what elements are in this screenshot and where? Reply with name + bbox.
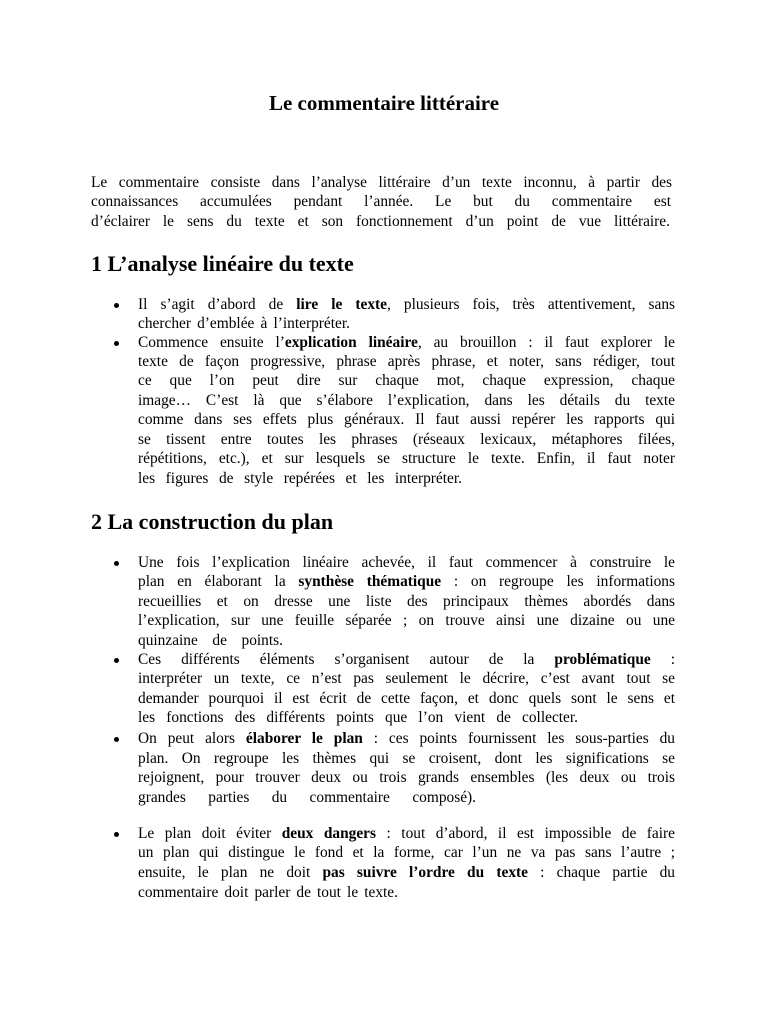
text-run: , au brouillon : il faut explorer le	[417, 334, 676, 351]
text-run: ensuite, le plan ne doit	[138, 864, 323, 881]
text-run: Il s’agit d’abord de	[138, 296, 297, 313]
text-run: l’explication, sur une feuille séparée ; on trouve ainsi une dizaine ou une	[138, 612, 675, 629]
intro-line	[91, 192, 671, 212]
text-run: Le plan doit éviter	[138, 825, 282, 842]
text-run: ce que l’on peut dire sur chaque mot, chaque expression, chaque	[138, 372, 675, 389]
page-title: Le commentaire littéraire	[268, 91, 500, 115]
bold-phrase: élaborer le plan	[245, 730, 363, 747]
bullet-line	[138, 708, 578, 728]
bullet-line	[138, 553, 675, 573]
bullet-line	[138, 295, 675, 315]
bullet-dot	[114, 303, 119, 308]
text-run: rejoignent, pour trouver deux ou trois grands ensembles (les deux ou trois	[138, 769, 675, 786]
bullet-dot	[114, 832, 119, 837]
text-run: Commence ensuite l’	[138, 334, 285, 351]
text-run: texte de façon progressive, phrase après phrase, et noter, sans rédiger, tout	[138, 353, 675, 370]
bullet-line	[138, 430, 675, 450]
bullet-line	[138, 788, 476, 808]
bold-phrase: lire le texte	[296, 296, 388, 313]
bullet-line	[138, 768, 675, 788]
bullet-line	[138, 883, 398, 903]
text-run: les figures de style repérées et les interpréter.	[138, 470, 462, 487]
bullet-line	[138, 449, 675, 469]
bullet-line	[138, 749, 675, 769]
text-run: quinzaine de points.	[138, 632, 283, 649]
bullet-dot	[114, 658, 119, 663]
bold-phrase: deux dangers	[281, 825, 377, 842]
text-run: d’éclairer le sens du texte et son fonctionnement d’un point de vue littéraire.	[91, 213, 670, 230]
text-run: On peut alors	[138, 730, 246, 747]
bullet-line	[138, 611, 675, 631]
bullet-dot	[114, 737, 119, 742]
bullet-line	[138, 572, 675, 592]
bullet-line	[138, 824, 675, 844]
text-run: : chaque partie du	[527, 864, 676, 881]
text-run: les fonctions des différents points que l’on vient de collecter.	[138, 709, 578, 726]
bullet-line	[138, 863, 675, 883]
text-run: un plan qui distingue le fond et la forme, car l’un ne va pas sans l’autre ;	[138, 844, 675, 861]
intro-line	[91, 173, 672, 193]
text-run: image… C’est là que s’élabore l’explication, dans les détails du texte	[138, 392, 675, 409]
bullet-line	[138, 843, 675, 863]
text-run: , plusieurs fois, très attentivement, sans	[387, 296, 676, 313]
intro-line	[91, 212, 670, 232]
bullet-dot	[114, 561, 119, 566]
text-run: recueillies et on dresse une liste des principaux thèmes abordés dans	[138, 593, 675, 610]
text-run: répétitions, etc.), et sur lesquels se structure le texte. Enfin, il faut noter	[138, 450, 675, 467]
bullet-line	[138, 689, 675, 709]
text-run: chercher d’emblée à l’interpréter.	[138, 315, 350, 332]
bold-phrase: explication linéaire	[284, 334, 418, 351]
bullet-line	[138, 650, 675, 670]
section-heading: 2 La construction du plan	[91, 509, 334, 534]
bullet-dot	[114, 341, 119, 346]
text-run: comme dans ses effets plus généraux. Il faut aussi repérer les rapports qui	[138, 411, 675, 428]
text-run: : tout d’abord, il est impossible de faire	[376, 825, 675, 842]
text-run: grandes parties du commentaire composé).	[138, 789, 476, 806]
section-heading: 1 L’analyse linéaire du texte	[91, 251, 354, 276]
text-run: demander pourquoi il est écrit de cette façon, et donc quels sont le sens et	[138, 690, 675, 707]
bullet-line	[138, 410, 675, 430]
text-run: Une fois l’explication linéaire achevée, il faut commencer à construire le	[138, 554, 675, 571]
text-run: plan. On regroupe les thèmes qui se croisent, dont les significations se	[138, 750, 675, 767]
text-run: Le commentaire consiste dans l’analyse littéraire d’un texte inconnu, à partir des	[91, 174, 672, 191]
bullet-line	[138, 371, 675, 391]
bullet-line	[138, 333, 675, 353]
text-run: commentaire doit parler de tout le texte.	[138, 884, 398, 901]
bold-phrase: problématique	[554, 651, 651, 668]
text-run: : ces points fournissent les sous-parties du	[362, 730, 676, 747]
text-run: se tissent entre toutes les phrases (réseaux lexicaux, métaphores filées,	[138, 431, 675, 448]
text-run: :	[650, 651, 676, 668]
text-run: Ces différents éléments s’organisent autour de la	[138, 651, 555, 668]
bold-phrase: pas suivre l’ordre du texte	[322, 864, 528, 881]
bullet-line	[138, 729, 675, 749]
bullet-line	[138, 352, 675, 372]
bullet-line	[138, 592, 675, 612]
text-run: plan en élaborant la	[138, 573, 299, 590]
bullet-line	[138, 469, 462, 489]
bold-phrase: synthèse thématique	[298, 573, 442, 590]
text-run: connaissances accumulées pendant l’année. Le but du commentaire est	[91, 193, 671, 210]
text-run: : on regroupe les informations	[441, 573, 675, 590]
bullet-line	[138, 631, 283, 651]
bullet-line	[138, 391, 675, 411]
bullet-line	[138, 314, 350, 334]
text-run: interpréter un texte, ce n’est pas seulement le décrire, c’est avant tout se	[138, 670, 675, 687]
bullet-line	[138, 669, 675, 689]
